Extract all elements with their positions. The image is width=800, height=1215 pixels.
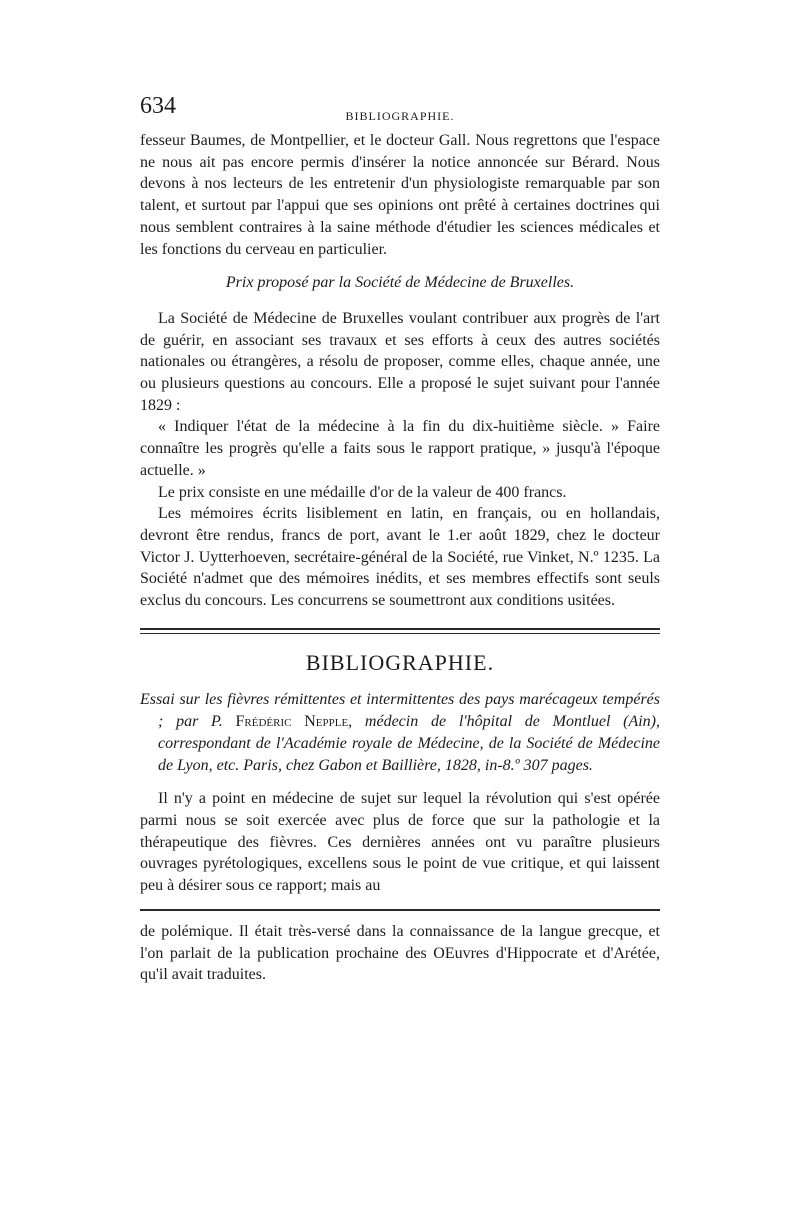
- page-header: [140, 93, 660, 130]
- section-divider: [140, 628, 660, 634]
- entry-details: , médecin de l'hôpital de Montluel (Ain), correspondant de l'Académie royale de Médecine, de la Société de Médecine de Lyon, etc. Paris, chez Gabon et Baillière, 1828, in-8.º 307 pages.: [158, 713, 661, 774]
- book-page: [140, 93, 661, 986]
- page-number: 634: [140, 93, 176, 119]
- prize-value: Le prix consiste en une médaille d'or de la valeur de 400 francs.: [158, 483, 567, 501]
- footnote-paragraph: de polémique. Il était très-versé dans la connaissance de la langue grecque, et l'on parlait de la publication prochaine des OEuvres d'Hippocrate et d'Arétée, qu'il avait traduites.: [140, 922, 660, 984]
- running-title: BIBLIOGRAPHIE.: [345, 109, 455, 123]
- intro-paragraph: fesseur Baumes, de Montpellier, et le docteur Gall. Nous regrettons que l'espace ne nous ait pas encore permis d'insérer la notice annoncée sur Bérard. Nous devons à nos lecteurs de les entretenir d'un physiologiste remarquable par son talent, et surtout par l'appui que ses opinions ont prêté à certaines doctrines qui nous semblent contraires à la saine méthode d'étudier les sciences médicales et les fonctions du cerveau en particulier.: [140, 132, 660, 258]
- entry-author: Frédéric Nepple: [235, 713, 349, 731]
- prize-question: « Indiquer l'état de la médecine à la fin du dix-huitième siècle. » Faire connaître les progrès qu'elle a faits sous le rapport pratique, » jusqu'à l'époque actuelle. »: [140, 418, 660, 479]
- entry-title: Essai sur les fièvres rémittentes et intermittentes des pays marécageux tempérés ; par P.: [140, 691, 660, 731]
- review-paragraph: Il n'y a point en médecine de sujet sur lequel la révolution qui s'est opérée parmi nous se soit exercée avec plus de force que sur la pathologie et la thérapeutique des fièvres. Ces dernières années ont vu paraître plusieurs ouvrages pyrétologiques, excellens sous le point de vue critique, et qui laissent peu à désirer sous ce rapport; mais au: [140, 790, 660, 895]
- bibliography-title: BIBLIOGRAPHIE.: [305, 649, 495, 675]
- footnote-divider: [140, 909, 660, 911]
- prize-conditions: Les mémoires écrits lisiblement en latin, en français, ou en hollandais, devront être rendus, francs de port, avant le 1.er août 1829, chez le docteur Victor J. Uytterhoeven, secrétaire-général de la Société, rue Vinket, N.º 1235. La Société n'admet que des mémoires inédits, et ses membres effectifs sont seuls exclus du concours. Les concurrens se soumettront aux conditions usitées.: [140, 505, 660, 610]
- prize-heading: Prix proposé par la Société de Médecine de Bruxelles.: [225, 274, 575, 292]
- prize-paragraph-1: La Société de Médecine de Bruxelles voulant contribuer aux progrès de l'art de guérir, en associant ses travaux et ses efforts à ceux des autres sociétés nationales ou étrangères, a résolu de proposer, comme elles, chaque année, une ou plusieurs questions au concours. Elle a proposé le sujet suivant pour l'année 1829 :: [140, 309, 660, 414]
- bibliography-entry: [140, 689, 660, 776]
